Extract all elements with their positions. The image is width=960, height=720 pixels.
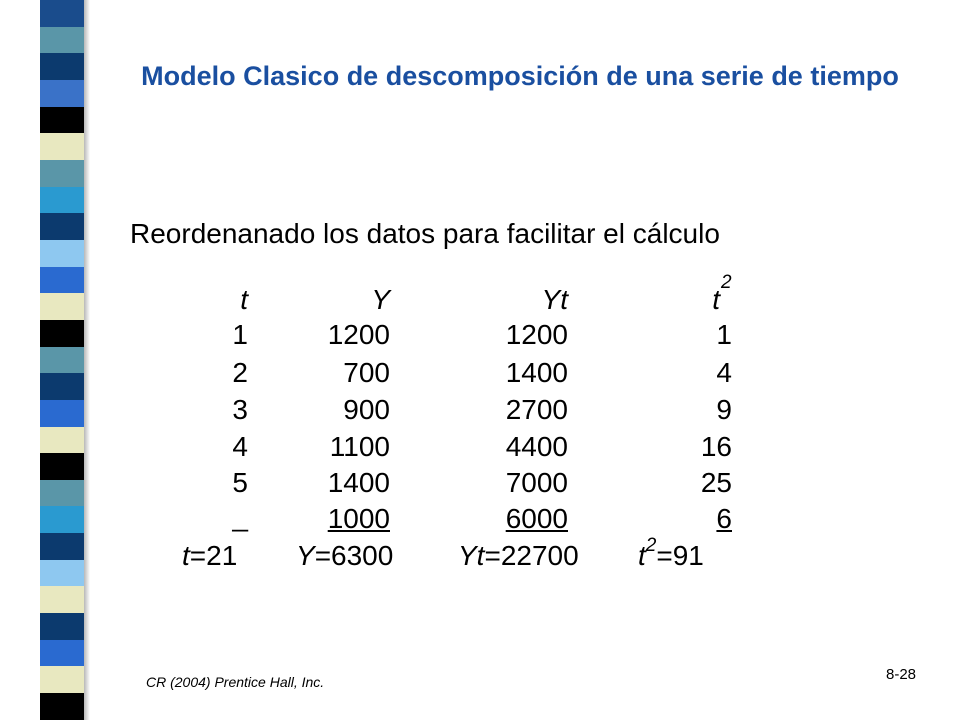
cell-yt: 4400 (505, 431, 568, 462)
header-t2: t (712, 284, 720, 315)
cell-t: 2 (232, 357, 248, 388)
header-yt: Yt (541, 284, 568, 315)
cell-y: 700 (343, 357, 390, 388)
cell-t: 1 (232, 319, 248, 350)
sum-y-label: Y (296, 540, 315, 571)
slide-subtitle: Reordenanado los datos para facilitar el cálculo (130, 218, 720, 249)
page-number: 8-28 (886, 666, 917, 683)
header-t2-superscript: 2 (721, 272, 732, 293)
slide-title: Modelo Clasico de descomposición de una serie de tiempo (141, 61, 899, 91)
sum-t2-superscript: 2 (645, 535, 657, 556)
cell-t2: 6 (716, 503, 732, 534)
cell-t: 3 (232, 394, 248, 425)
cell-yt: 1200 (505, 319, 568, 350)
sum-yt-label: Yt (458, 540, 485, 571)
cell-yt: 7000 (505, 467, 568, 498)
sum-t2-value: =91 (656, 540, 704, 571)
cell-t2: 4 (716, 357, 732, 388)
cell-y: 1100 (329, 431, 390, 462)
cell-y: 1400 (327, 467, 390, 498)
cell-y: 900 (343, 394, 390, 425)
cell-t2: 1 (716, 319, 732, 350)
cell-y: 1000 (327, 503, 390, 534)
cell-y: 1200 (327, 319, 390, 350)
cell-t: 5 (232, 467, 248, 498)
footer-credit: CR (2004) Prentice Hall, Inc. (146, 674, 325, 690)
cell-t2: 25 (700, 467, 732, 498)
cell-yt: 1400 (505, 357, 568, 388)
sum-t2 (638, 535, 704, 577)
cell-t: _ (232, 501, 248, 532)
sum-y-value: =6300 (314, 540, 394, 571)
header-t: t (240, 284, 248, 315)
sum-t2-label: t (638, 540, 646, 571)
cell-yt: 2700 (505, 394, 568, 425)
cell-t2: 9 (716, 394, 732, 425)
sum-t-label: t (182, 540, 190, 571)
sum-t-value: =21 (189, 540, 238, 571)
header-y: Y (371, 284, 390, 315)
sum-y (296, 539, 393, 573)
sum-yt (458, 539, 579, 573)
sum-t (182, 539, 237, 573)
cell-yt: 6000 (505, 503, 568, 534)
cell-t2: 16 (700, 431, 732, 462)
cell-t: 4 (232, 431, 248, 462)
sum-yt-value: =22700 (484, 540, 579, 571)
